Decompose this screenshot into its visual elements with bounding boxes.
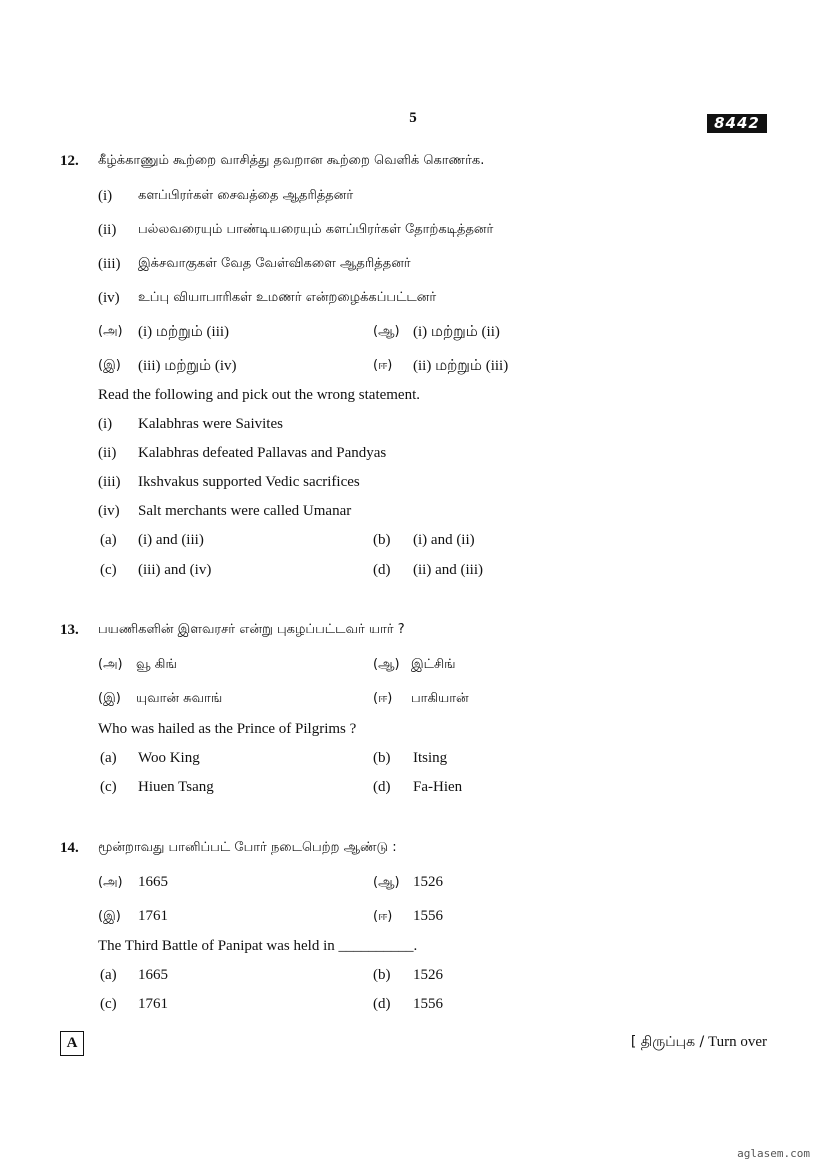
option-text: (iii) மற்றும் (iv) <box>138 358 237 374</box>
option-label: (a) <box>100 967 117 983</box>
option-label-tamil: (ஈ) <box>373 909 393 924</box>
option-label: (b) <box>373 967 391 983</box>
option-text: 1665 <box>138 967 168 983</box>
statement-text-english: Kalabhras were Saivites <box>138 416 283 432</box>
option-label: (c) <box>100 562 117 578</box>
option-label-tamil: (இ) <box>98 358 121 373</box>
option-text: (ii) மற்றும் (iii) <box>413 358 509 374</box>
option-text: 1556 <box>413 908 443 924</box>
turn-over-english: Turn over <box>707 1034 767 1050</box>
option-text: (i) மற்றும் (iii) <box>138 324 230 340</box>
question-number: 13. <box>60 622 79 638</box>
statement-label: (iii) <box>98 474 121 490</box>
page-number: 5 <box>409 110 417 126</box>
option-label: (b) <box>373 750 391 766</box>
option-label-tamil: (இ) <box>98 691 121 706</box>
statement-label: (iii) <box>98 256 121 272</box>
option-text: (i) and (ii) <box>413 532 475 548</box>
option-label: (d) <box>373 996 391 1012</box>
turn-over-label <box>631 1034 767 1052</box>
option-label: (d) <box>373 779 391 795</box>
turn-over-tamil: [ திருப்புக / <box>630 1034 705 1050</box>
statement-text-tamil: பல்லவரையும் பாண்டியரையும் களப்பிரர்கள் தோற்கடித்தனர் <box>138 222 494 237</box>
option-label: (b) <box>373 532 391 548</box>
statement-text-english: Kalabhras defeated Pallavas and Pandyas <box>138 445 387 461</box>
question-number: 12. <box>60 153 79 169</box>
option-text: 1526 <box>413 967 443 983</box>
option-text: (i) and (iii) <box>138 532 204 548</box>
question-text-tamil: கீழ்க்காணும் கூற்றை வாசித்து தவறான கூற்றை வெளிக் கொணர்க. <box>98 153 485 168</box>
paper-code: 8442 <box>707 114 767 133</box>
statement-text-tamil: உப்பு வியாபாரிகள் உமணர் என்றழைக்கப்பட்டனர் <box>138 290 437 305</box>
option-text: 1665 <box>138 874 168 890</box>
question-text-english: Who was hailed as the Prince of Pilgrims ? <box>98 721 357 737</box>
option-text: 1526 <box>413 874 443 890</box>
statement-text-tamil: இக்சவாகுகள் வேத வேள்விகளை ஆதரித்தனர் <box>138 256 411 271</box>
question-text-english: Read the following and pick out the wrong statement. <box>98 387 421 403</box>
option-label-tamil: (அ) <box>98 324 123 339</box>
option-text: Itsing <box>413 750 448 766</box>
option-text: (ii) and (iii) <box>413 562 483 578</box>
option-label: (c) <box>100 779 117 795</box>
option-label-tamil: (ஆ) <box>373 657 400 672</box>
option-text: Woo King <box>138 750 200 766</box>
option-text: (iii) and (iv) <box>138 562 212 578</box>
option-text-tamil: இட்சிங் <box>411 657 456 672</box>
statement-label: (ii) <box>98 222 117 238</box>
statement-label: (i) <box>98 188 113 204</box>
statement-label: (iv) <box>98 503 120 519</box>
option-label-tamil: (ஈ) <box>373 691 393 706</box>
option-text: 1761 <box>138 908 168 924</box>
option-label: (d) <box>373 562 391 578</box>
question-text-english: The Third Battle of Panipat was held in __________. <box>98 938 418 954</box>
option-label-tamil: (அ) <box>98 657 123 672</box>
option-text: 1761 <box>138 996 168 1012</box>
option-text-tamil: பாகியான் <box>411 691 469 706</box>
version-box: A <box>60 1031 84 1056</box>
option-text: 1556 <box>413 996 443 1012</box>
option-text-tamil: வூ கிங் <box>136 657 177 672</box>
option-text: (i) மற்றும் (ii) <box>413 324 500 340</box>
option-label: (a) <box>100 750 117 766</box>
option-label-tamil: (இ) <box>98 909 121 924</box>
watermark: aglasem.com <box>737 1147 810 1160</box>
option-label-tamil: (ஆ) <box>373 324 400 339</box>
option-text-tamil: யுவான் சுவாங் <box>136 691 223 706</box>
statement-label: (i) <box>98 416 113 432</box>
option-label: (a) <box>100 532 117 548</box>
option-label-tamil: (ஈ) <box>373 358 393 373</box>
statement-text-english: Salt merchants were called Umanar <box>138 503 352 519</box>
option-text: Hiuen Tsang <box>138 779 214 795</box>
question-text-tamil: மூன்றாவது பானிப்பட் போர் நடைபெற்ற ஆண்டு : <box>98 840 397 855</box>
option-text: Fa-Hien <box>413 779 463 795</box>
statement-text-english: Ikshvakus supported Vedic sacrifices <box>138 474 360 490</box>
statement-label: (ii) <box>98 445 117 461</box>
option-label: (c) <box>100 996 117 1012</box>
question-text-tamil: பயணிகளின் இளவரசர் என்று புகழப்பட்டவர் யார் ? <box>98 622 405 637</box>
statement-text-tamil: களப்பிரர்கள் சைவத்தை ஆதரித்தனர் <box>138 188 354 203</box>
option-label-tamil: (ஆ) <box>373 875 400 890</box>
option-label-tamil: (அ) <box>98 875 123 890</box>
question-number: 14. <box>60 840 79 856</box>
statement-label: (iv) <box>98 290 120 306</box>
